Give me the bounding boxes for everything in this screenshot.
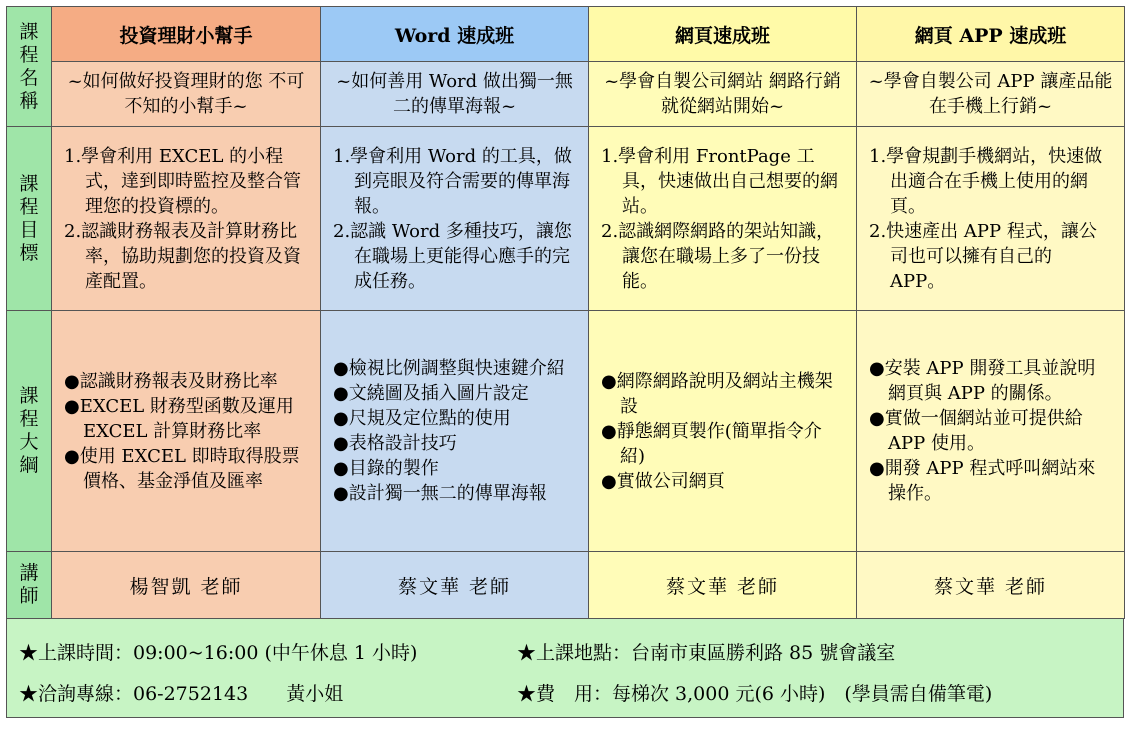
label-char: 師 bbox=[19, 585, 39, 607]
goal-item: 2.認識 Word 多種技巧，讓您在職場上更能得心應手的完成任務。 bbox=[333, 220, 572, 292]
label-char: 大 bbox=[19, 431, 39, 453]
label-course-name bbox=[7, 7, 52, 127]
course-subtitle: ~學會自製公司網站 網路行銷就從網站開始~ bbox=[589, 62, 857, 127]
course-outline bbox=[52, 311, 321, 552]
outline-item: ●文繞圖及插入圖片設定 bbox=[333, 383, 529, 404]
course-goals bbox=[589, 127, 857, 311]
goal-item: 2.認識財務報表及計算財務比率，協助規劃您的投資及資產配置。 bbox=[64, 220, 301, 292]
outline-item: ●表格設計技巧 bbox=[333, 433, 457, 454]
label-char: 課 bbox=[19, 385, 39, 407]
goal-item: 1.學會利用 EXCEL 的小程式，達到即時監控及整合管理您的投資標的。 bbox=[64, 145, 301, 217]
outline-item: ●設計獨一無二的傳單海報 bbox=[333, 483, 547, 504]
contact-line: ★洽詢專線：06-2752143 黃小姐 bbox=[19, 683, 344, 705]
class-location: ★上課地點：台南市東區勝利路 85 號會議室 bbox=[517, 642, 896, 664]
course-title-row bbox=[7, 7, 1125, 62]
outline-item: ●實做一個網站並可提供給 APP 使用。 bbox=[869, 408, 1083, 454]
outline-item: ●靜態網頁製作(簡單指令介紹) bbox=[601, 420, 822, 467]
course-goal-row bbox=[7, 127, 1125, 311]
teacher-name: 蔡文華 老師 bbox=[321, 552, 589, 619]
course-subtitle: ~學會自製公司 APP 讓產品能在手機上行銷~ bbox=[857, 62, 1125, 127]
label-char: 程 bbox=[19, 43, 39, 66]
course-subtitle: ~如何善用 Word 做出獨一無二的傳單海報~ bbox=[321, 62, 589, 127]
course-goals bbox=[857, 127, 1125, 311]
teacher-name: 楊智凱 老師 bbox=[52, 552, 321, 619]
label-char: 講 bbox=[19, 562, 39, 584]
label-char: 課 bbox=[19, 172, 39, 195]
course-title-web-app: 網頁 APP 速成班 bbox=[857, 7, 1125, 62]
label-char: 標 bbox=[19, 241, 39, 264]
course-flyer bbox=[6, 6, 1124, 726]
outline-item: ●EXCEL 財務型函數及運用 EXCEL 計算財務比率 bbox=[64, 395, 294, 442]
course-outline bbox=[857, 311, 1125, 552]
course-goals bbox=[52, 127, 321, 311]
course-title-investment: 投資理財小幫手 bbox=[52, 7, 321, 62]
course-table bbox=[6, 6, 1125, 619]
course-goals bbox=[321, 127, 589, 311]
goal-item: 1.學會規劃手機網站，快速做出適合在手機上使用的網頁。 bbox=[869, 145, 1103, 217]
label-char: 稱 bbox=[19, 89, 39, 112]
outline-item: ●認識財務報表及財務比率 bbox=[64, 370, 278, 392]
outline-item: ●檢視比例調整與快速鍵介紹 bbox=[333, 358, 565, 379]
outline-item: ●目錄的製作 bbox=[333, 458, 439, 479]
outline-item: ●尺規及定位點的使用 bbox=[333, 408, 511, 429]
label-char: 目 bbox=[19, 218, 39, 241]
label-course-goal bbox=[7, 127, 52, 311]
class-time: ★上課時間：09:00~16:00 (中午休息 1 小時) bbox=[19, 642, 418, 664]
course-outline bbox=[321, 311, 589, 552]
course-subtitle-row bbox=[7, 62, 1125, 127]
course-title-word: Word 速成班 bbox=[321, 7, 589, 62]
course-teacher-row bbox=[7, 552, 1125, 619]
label-char: 程 bbox=[19, 408, 39, 430]
goal-item: 2.認識網際網路的架站知識，讓您在職場上多了一份技能。 bbox=[601, 220, 835, 292]
label-char: 課 bbox=[19, 20, 39, 43]
outline-item: ●安裝 APP 開發工具並說明網頁與 APP 的關係。 bbox=[869, 358, 1096, 404]
outline-item: ●開發 APP 程式呼叫網站來操作。 bbox=[869, 458, 1096, 504]
outline-item: ●網際網路說明及網站主機架設 bbox=[601, 370, 833, 417]
course-subtitle: ~如何做好投資理財的您 不可不知的小幫手~ bbox=[52, 62, 321, 127]
goal-item: 2.快速產出 APP 程式，讓公司也可以擁有自己的 APP。 bbox=[869, 220, 1097, 292]
label-char: 程 bbox=[19, 195, 39, 218]
outline-item: ●實做公司網頁 bbox=[601, 470, 725, 492]
label-char: 名 bbox=[19, 66, 39, 89]
course-title-web: 網頁速成班 bbox=[589, 7, 857, 62]
course-outline-row bbox=[7, 311, 1125, 552]
teacher-name: 蔡文華 老師 bbox=[857, 552, 1125, 619]
course-fee: ★費 用：每梯次 3,000 元(6 小時) (學員需自備筆電) bbox=[517, 683, 993, 705]
outline-item: ●使用 EXCEL 即時取得股票價格、基金淨值及匯率 bbox=[64, 445, 300, 492]
teacher-name: 蔡文華 老師 bbox=[589, 552, 857, 619]
label-teacher bbox=[7, 552, 52, 619]
goal-item: 1.學會利用 FrontPage 工具，快速做出自己想要的網站。 bbox=[601, 145, 838, 217]
label-course-outline bbox=[7, 311, 52, 552]
course-outline bbox=[589, 311, 857, 552]
course-info-footer bbox=[6, 619, 1124, 718]
goal-item: 1.學會利用 Word 的工具，做到亮眼及符合需要的傳單海報。 bbox=[333, 145, 572, 217]
label-char: 綱 bbox=[19, 454, 39, 476]
